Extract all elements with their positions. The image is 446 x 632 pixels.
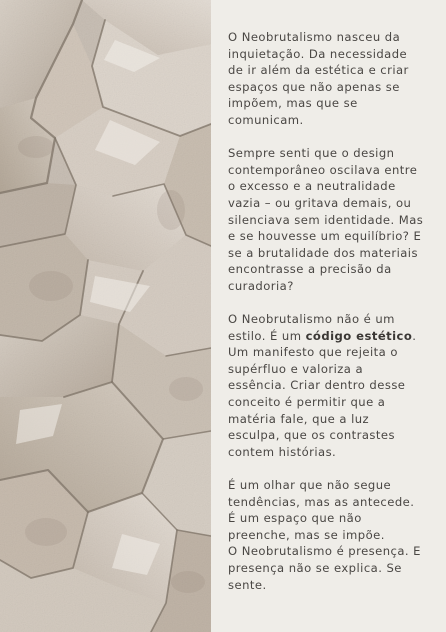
paragraph-code [228, 311, 434, 460]
text-line: essência. Criar dentro desse [228, 378, 406, 393]
text-line: matéria fale, que a luz [228, 411, 370, 426]
stone-texture-image [0, 0, 211, 632]
text-line: O Neobrutalismo é presença. E [228, 544, 421, 559]
text-line: contemporâneo oscilava entre [228, 162, 418, 177]
text-line: Um manifesto que rejeita o [228, 345, 398, 360]
paragraph-balance [228, 145, 434, 294]
text-line: inquietação. Da necessidade [228, 46, 408, 61]
manifesto-text [228, 29, 434, 610]
text-line: silenciava sem identidade. Mas [228, 212, 424, 227]
paragraph-presence [228, 477, 434, 593]
text-line: esculpa, que os contrastes [228, 428, 395, 443]
text-fragment: . [412, 328, 417, 343]
text-line: vazia – ou gritava demais, ou [228, 195, 412, 210]
text-line: presença não se explica. Se [228, 561, 402, 575]
text-line: tendências, mas as antecede. [228, 494, 415, 509]
text-line [228, 328, 434, 345]
text-line: de ir além da estética e criar [228, 63, 409, 78]
text-line: supérfluo e valoriza a [228, 361, 364, 376]
text-line: curadoria? [228, 278, 294, 293]
text-line: É um espaço que não [228, 511, 362, 526]
text-line: espaços que não apenas se [228, 79, 400, 94]
text-line: impõem, mas que se [228, 96, 358, 111]
text-line: e se houvesse um equilíbrio? E [228, 229, 422, 244]
text-line: o excesso e a neutralidade [228, 179, 396, 194]
text-line: É um olhar que não segue [228, 478, 392, 493]
text-line: comunicam. [228, 112, 304, 127]
text-line: encontrasse a precisão da [228, 262, 392, 277]
text-line: O Neobrutalismo não é um [228, 312, 395, 327]
text-fragment: estilo. É um [228, 328, 306, 343]
paragraph-intro [228, 29, 434, 129]
text-line: Sempre senti que o design [228, 146, 395, 161]
text-line: contem histórias. [228, 444, 337, 459]
emphasis-text: código estético [305, 328, 413, 343]
text-line: se a brutalidade dos materiais [228, 245, 418, 260]
text-line: conceito é permitir que a [228, 395, 386, 410]
text-line: O Neobrutalismo nasceu da [228, 30, 401, 44]
text-line: sente. [228, 577, 267, 592]
text-line: preenche, mas se impõe. [228, 527, 385, 542]
